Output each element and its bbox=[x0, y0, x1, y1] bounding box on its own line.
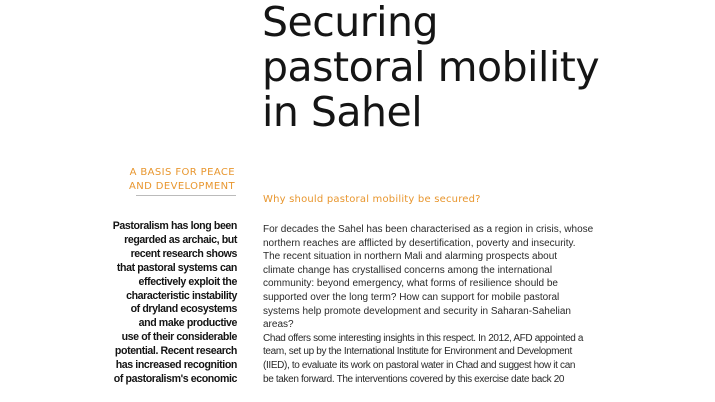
title-line: pastoral mobility bbox=[262, 43, 600, 91]
section-kicker bbox=[85, 166, 235, 194]
sidebar-line: that pastoral systems can bbox=[116, 261, 237, 274]
sidebar-line: of dryland ecosystems bbox=[130, 303, 237, 316]
kicker-line: AND DEVELOPMENT bbox=[128, 181, 235, 192]
sidebar-line: regarded as archaic, but bbox=[124, 233, 237, 246]
sidebar-line: and make productive bbox=[138, 317, 237, 330]
body-line: supported over the long term? How can support for mobile pastoral bbox=[263, 291, 560, 303]
sidebar-line: of pastoralism's economic bbox=[113, 372, 237, 385]
sidebar-line: use of their considerable bbox=[121, 331, 237, 344]
body-line: The recent situation in northern Mali and alarming prospects about bbox=[263, 251, 558, 263]
body-line: team, set up by the International Institute for Environment and Development bbox=[263, 346, 572, 358]
sidebar-line: characteristic instability bbox=[126, 289, 237, 302]
sidebar-line: recent research shows bbox=[130, 247, 237, 260]
article-title bbox=[262, 0, 702, 135]
sidebar-line: potential. Recent research bbox=[114, 345, 237, 358]
body-line: (IIED), to evaluate its work on pastoral water in Chad and suggest how it can bbox=[263, 359, 576, 371]
sidebar-line: has increased recognition bbox=[115, 359, 237, 372]
body-line: Chad offers some interesting insights in this respect. In 2012, AFD appointed a bbox=[263, 332, 584, 344]
sidebar-pull-text bbox=[77, 220, 237, 387]
title-line: Securing bbox=[262, 0, 439, 46]
body-line: community: beyond emergency, what forms of resilience should be bbox=[263, 278, 558, 290]
title-line: in Sahel bbox=[262, 88, 423, 136]
body-line: For decades the Sahel has been characterised as a region in crisis, whose bbox=[263, 224, 594, 235]
kicker-line: A BASIS FOR PEACE bbox=[129, 167, 235, 178]
sidebar-line: Pastoralism has long been bbox=[112, 220, 237, 232]
sidebar-line: effectively exploit the bbox=[138, 275, 237, 288]
body-line: northern reaches are afflicted by desertification, poverty and insecurity. bbox=[263, 237, 576, 249]
body-text bbox=[263, 223, 594, 386]
body-line: systems help promote development and security in Saharan-Sahelian bbox=[263, 305, 571, 317]
section-question-heading: Why should pastoral mobility be secured? bbox=[263, 194, 481, 205]
body-line: areas? bbox=[263, 319, 294, 331]
body-line: climate change has crystallised concerns among the international bbox=[263, 264, 553, 276]
kicker-divider bbox=[136, 195, 236, 196]
body-line: be taken forward. The interventions covered by this exercise date back 20 bbox=[263, 373, 565, 385]
